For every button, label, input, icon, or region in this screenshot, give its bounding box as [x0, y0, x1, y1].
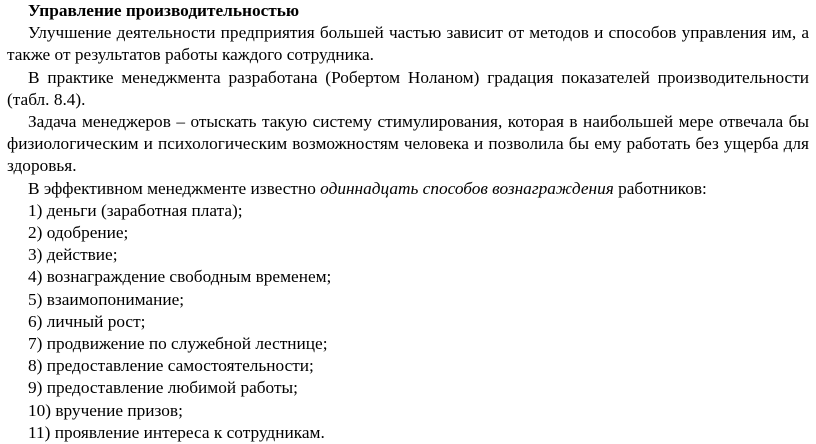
rewards-intro-tail: работников: — [613, 178, 707, 198]
list-item: 1) деньги (заработная плата); — [28, 200, 243, 220]
list-item: 11) проявление интереса к сотрудникам. — [28, 422, 325, 442]
list-item: 3) действие; — [28, 245, 118, 265]
rewards-intro-text: В эффективном менеджменте известно — [28, 178, 321, 198]
paragraph-2: В практике менеджмента разработана (Робертом Ноланом) градация показателей производительности (табл. 8.4). — [7, 67, 809, 109]
document-page — [7, 0, 809, 444]
list-item: 5) взаимопонимание; — [28, 289, 185, 309]
list-item: 4) вознаграждение свободным временем; — [28, 267, 332, 287]
list-item: 7) продвижение по служебной лестнице; — [28, 334, 328, 354]
document-title: Управление производительностью — [28, 1, 300, 20]
rewards-intro-emphasis: одиннадцать способов вознаграждения — [320, 178, 614, 198]
paragraph-1: Улучшение деятельности предприятия большей частью зависит от методов и способов управления им, а также от результатов работы каждого сотрудника. — [7, 23, 809, 65]
list-item: 9) предоставление любимой работы; — [28, 378, 298, 398]
list-item: 10) вручение призов; — [28, 400, 183, 420]
list-item: 2) одобрение; — [28, 223, 129, 243]
rewards-list — [7, 200, 809, 444]
rewards-intro — [7, 178, 809, 200]
list-item: 6) личный рост; — [28, 311, 146, 331]
paragraph-3: Задача менеджеров – отыскать такую систему стимулирования, которая в наибольшей мере отвечала бы физиологическим и психологическим возможностям человека и позволила бы ему работать без ущерба для здоровья. — [7, 112, 809, 176]
list-item: 8) предоставление самостоятельности; — [28, 356, 314, 376]
